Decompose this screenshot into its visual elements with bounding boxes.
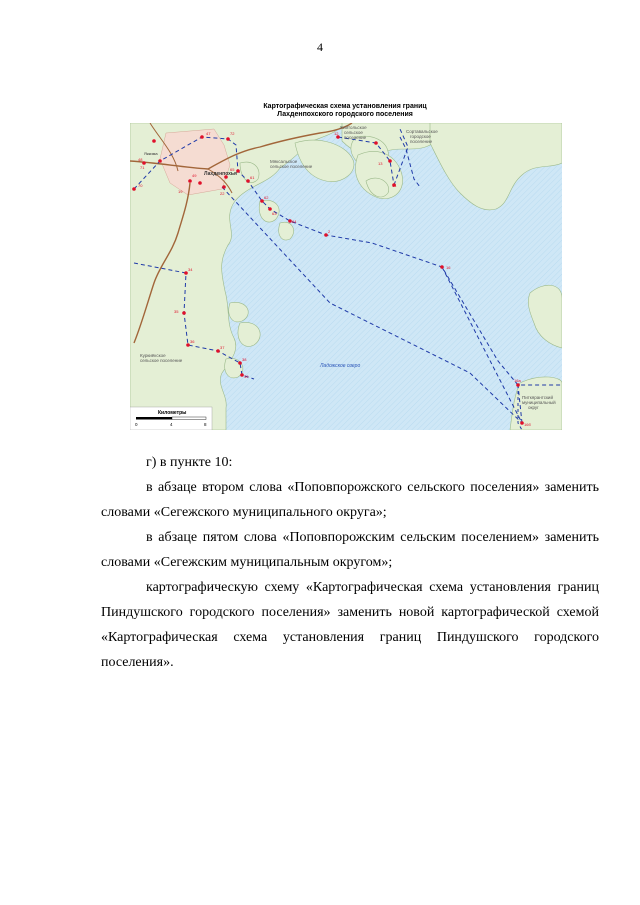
label-yaakkima: Яккима	[144, 151, 158, 156]
map-title-line1: Картографическая схема установления границ	[263, 103, 427, 110]
paragraph-4: картографическую схему «Картографическая схема установления границ Пиндушского городского поселения» заменить новой картографической схемой «Картографическая схема установления границ Пиндушского городского поселения».	[101, 580, 599, 670]
point-label: 61	[250, 175, 255, 180]
point-marker	[440, 265, 444, 269]
label-hiitola: Хийтольское	[340, 125, 367, 130]
point-label: 64	[292, 219, 297, 224]
paragraph-3: в абзаце пятом слова «Поповпорожским сельским поселением» заменить словами «Сегежским муниципальным округом»;	[101, 530, 599, 570]
point-label: 35	[174, 309, 179, 314]
scale-tick-0: 0	[135, 422, 138, 427]
point-label: 37	[220, 345, 225, 350]
scale-tick-4: 4	[170, 422, 173, 427]
point-label: 39	[244, 374, 249, 379]
paragraph-1: г) в пункте 10:	[146, 455, 233, 470]
point-marker	[152, 139, 156, 143]
cartographic-map	[130, 123, 562, 430]
point-marker	[198, 181, 202, 185]
label-sortavala3: поселение	[410, 139, 433, 144]
scale-tick-8: 8	[204, 422, 207, 427]
point-marker	[200, 135, 204, 139]
point-marker	[226, 137, 230, 141]
label-lahdenpohya: Лахденпохья	[204, 171, 237, 177]
point-label: 70	[138, 183, 143, 188]
scale-bar	[130, 407, 212, 430]
map-title	[130, 103, 560, 119]
point-label: 13	[378, 161, 383, 166]
point-label: 16	[446, 265, 451, 270]
point-label: 62	[264, 195, 269, 200]
label-hiitola3: поселение	[344, 135, 367, 140]
point-label: 49	[192, 173, 197, 178]
point-label: 38	[242, 357, 247, 362]
point-label: 2	[328, 229, 331, 234]
point-marker	[188, 179, 192, 183]
label-sortavala2: городское	[410, 134, 431, 139]
map-svg	[130, 123, 562, 430]
point-label: 16б	[524, 422, 531, 427]
point-marker	[222, 185, 226, 189]
point-label: 14	[392, 183, 397, 188]
label-kurkiyoki2: сельское поселение	[140, 358, 183, 363]
point-label: 36	[190, 339, 195, 344]
point-marker	[516, 383, 520, 387]
point-label: 22	[220, 191, 225, 196]
point-label: 65	[230, 167, 235, 172]
page-number: 4	[317, 40, 323, 54]
point-marker	[374, 141, 378, 145]
point-marker	[158, 159, 162, 163]
island-mid-2	[279, 222, 294, 240]
point-label: 71	[140, 165, 145, 170]
point-marker	[388, 159, 392, 163]
label-pitkyaranta: Питкярантский	[522, 395, 553, 400]
label-kurkiyoki: Куркиёкское	[140, 353, 166, 358]
point-marker	[182, 311, 186, 315]
label-myaksalsky2: сельское поселение	[270, 164, 313, 169]
point-label: 48	[138, 157, 143, 162]
label-ladoga: Ладожское озеро	[320, 363, 361, 369]
label-pitkyaranta2: муниципальный	[522, 400, 556, 405]
body-text	[101, 450, 599, 675]
scale-title: Километры	[158, 410, 187, 416]
label-pitkyaranta3: округ	[528, 405, 539, 410]
label-myaksalsky: Мяксальское	[270, 159, 298, 164]
paragraph-2: в абзаце втором слова «Поповпорожского сельского поселения» заменить словами «Сегежского муниципального округа»;	[101, 480, 599, 520]
label-sortavala: Сортавальское	[406, 129, 438, 134]
label-hiitola2: сельское	[344, 130, 363, 135]
point-label: 12	[334, 131, 339, 136]
point-marker	[132, 187, 136, 191]
point-label: 34	[188, 267, 193, 272]
point-label: 19	[178, 189, 183, 194]
point-label: 47	[206, 131, 211, 136]
map-title-line2: Лахденпохского городского поселения	[277, 111, 413, 118]
point-label: 16а	[514, 378, 521, 383]
point-label: 72	[230, 131, 235, 136]
point-label: 63	[272, 211, 277, 216]
